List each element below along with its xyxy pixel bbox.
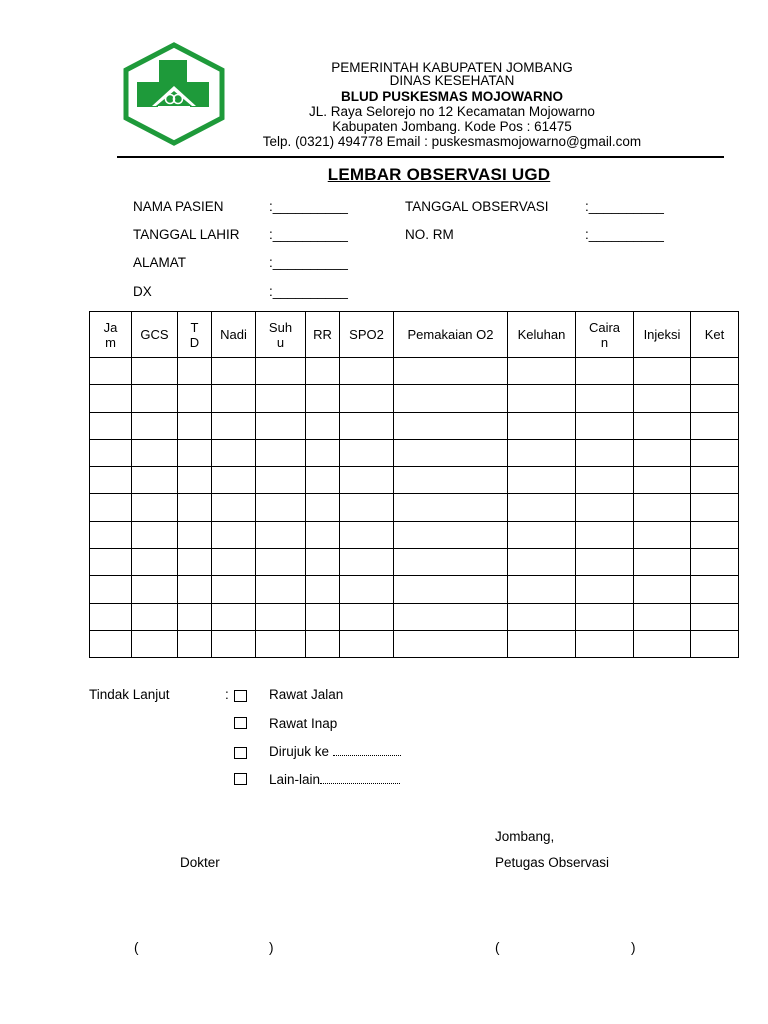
col-header-blood-pressure: T D [178,312,212,358]
officer-signature-open-paren: ( [495,940,500,955]
table-cell[interactable] [212,467,256,494]
table-cell[interactable] [256,358,306,385]
table-cell[interactable] [508,630,576,657]
signature-role-doctor: Dokter [180,855,220,870]
table-cell[interactable] [306,494,340,521]
table-cell[interactable] [306,521,340,548]
table-cell[interactable] [394,576,508,603]
table-row [90,358,739,385]
table-cell[interactable] [394,385,508,412]
table-cell[interactable] [576,439,634,466]
table-cell[interactable] [576,412,634,439]
table-cell[interactable] [132,521,178,548]
other-blank[interactable] [320,772,400,784]
table-cell[interactable] [90,439,132,466]
field-blank-birth-date[interactable]: :__________ [269,227,348,242]
table-cell[interactable] [132,467,178,494]
table-cell[interactable] [691,603,739,630]
table-cell[interactable] [340,385,394,412]
option-inpatient-label: Rawat Inap [269,716,338,731]
table-cell[interactable] [340,358,394,385]
table-cell[interactable] [178,385,212,412]
table-cell[interactable] [634,385,691,412]
table-cell[interactable] [340,630,394,657]
col-header-injection: Injeksi [634,312,691,358]
table-cell[interactable] [212,630,256,657]
table-cell[interactable] [178,603,212,630]
table-cell[interactable] [178,467,212,494]
table-cell[interactable] [178,549,212,576]
table-cell[interactable] [132,494,178,521]
option-other-label: Lain-lain [269,772,321,787]
table-cell[interactable] [256,385,306,412]
table-cell[interactable] [634,576,691,603]
table-cell[interactable] [306,439,340,466]
table-cell[interactable] [576,467,634,494]
table-cell[interactable] [256,630,306,657]
field-label-patient-name: NAMA PASIEN [133,199,224,214]
table-cell[interactable] [394,412,508,439]
table-cell[interactable] [212,576,256,603]
table-cell[interactable] [394,630,508,657]
table-cell[interactable] [212,439,256,466]
table-cell[interactable] [178,439,212,466]
field-label-diagnosis: DX [133,284,152,299]
header-postal: Kabupaten Jombang. Kode Pos : 61475 [332,119,572,134]
table-cell[interactable] [691,494,739,521]
option-other [269,772,400,787]
table-cell[interactable] [340,439,394,466]
table-cell[interactable] [691,439,739,466]
table-cell[interactable] [178,358,212,385]
field-label-medical-record: NO. RM [405,227,454,242]
header-government: PEMERINTAH KABUPATEN JOMBANG [331,60,573,75]
table-cell[interactable] [306,385,340,412]
option-referred [269,744,401,759]
table-header-row [90,312,739,358]
col-header-spo2: SPO2 [340,312,394,358]
table-cell[interactable] [576,630,634,657]
field-blank-observation-date[interactable]: :__________ [585,199,664,214]
option-outpatient-label: Rawat Jalan [269,687,344,702]
table-cell[interactable] [340,576,394,603]
referred-blank[interactable] [333,744,401,756]
table-cell[interactable] [256,576,306,603]
table-cell[interactable] [306,358,340,385]
table-cell[interactable] [90,412,132,439]
table-cell[interactable] [132,439,178,466]
table-cell[interactable] [256,549,306,576]
header-address: JL. Raya Selorejo no 12 Kecamatan Mojowarno [309,104,595,119]
field-label-address: ALAMAT [133,255,187,270]
table-cell[interactable] [634,467,691,494]
checkbox-outpatient[interactable] [234,690,247,702]
table-cell[interactable] [90,385,132,412]
table-cell[interactable] [178,630,212,657]
table-cell[interactable] [306,412,340,439]
table-cell[interactable] [132,385,178,412]
table-cell[interactable] [340,549,394,576]
table-cell[interactable] [634,630,691,657]
col-header-fluids: Caira n [576,312,634,358]
table-cell[interactable] [306,576,340,603]
table-cell[interactable] [340,412,394,439]
table-cell[interactable] [576,549,634,576]
table-cell[interactable] [508,467,576,494]
table-cell[interactable] [90,494,132,521]
doctor-signature-close-paren: ) [269,940,274,955]
observation-table [89,311,739,658]
table-cell[interactable] [132,358,178,385]
table-cell[interactable] [132,603,178,630]
table-cell[interactable] [394,494,508,521]
field-label-observation-date: TANGGAL OBSERVASI [405,199,549,214]
table-cell[interactable] [576,576,634,603]
table-cell[interactable] [691,576,739,603]
col-header-pulse: Nadi [212,312,256,358]
table-cell[interactable] [691,385,739,412]
table-cell[interactable] [90,630,132,657]
page-title: LEMBAR OBSERVASI UGD [327,165,551,184]
table-cell[interactable] [340,521,394,548]
table-cell[interactable] [691,549,739,576]
table-cell[interactable] [132,576,178,603]
header-institution: BLUD PUSKESMAS MOJOWARNO [340,89,563,104]
col-header-complaint: Keluhan [508,312,576,358]
signature-role-officer: Petugas Observasi [495,855,610,870]
table-cell[interactable] [508,385,576,412]
checkbox-inpatient[interactable] [234,717,247,729]
table-cell[interactable] [90,521,132,548]
table-cell[interactable] [508,439,576,466]
table-cell[interactable] [394,467,508,494]
table-cell[interactable] [634,358,691,385]
table-row [90,494,739,521]
table-cell[interactable] [212,549,256,576]
table-cell[interactable] [394,521,508,548]
table-row [90,385,739,412]
table-cell[interactable] [256,603,306,630]
table-cell[interactable] [306,467,340,494]
table-cell[interactable] [340,494,394,521]
table-cell[interactable] [508,412,576,439]
col-header-gcs: GCS [132,312,178,358]
table-cell[interactable] [576,521,634,548]
header-department: DINAS KESEHATAN [389,73,515,88]
table-cell[interactable] [90,358,132,385]
table-cell[interactable] [132,412,178,439]
table-cell[interactable] [178,576,212,603]
checkbox-other[interactable] [234,773,247,785]
table-row [90,412,739,439]
table-row [90,439,739,466]
table-cell[interactable] [178,494,212,521]
table-cell[interactable] [132,549,178,576]
table-cell[interactable] [576,494,634,521]
checkbox-referred[interactable] [234,747,247,759]
header-contact: Telp. (0321) 494778 Email : puskesmasmojowarno@gmail.com [262,134,642,149]
table-cell[interactable] [691,521,739,548]
table-cell[interactable] [212,521,256,548]
col-header-notes: Ket [691,312,739,358]
table-cell[interactable] [394,358,508,385]
table-row [90,521,739,548]
table-cell[interactable] [212,494,256,521]
header-divider [117,156,724,158]
col-header-respiration: RR [306,312,340,358]
table-cell[interactable] [306,549,340,576]
table-cell[interactable] [394,603,508,630]
table-cell[interactable] [306,630,340,657]
table-row [90,576,739,603]
table-cell[interactable] [178,521,212,548]
table-cell[interactable] [178,412,212,439]
table-cell[interactable] [90,549,132,576]
table-cell[interactable] [212,603,256,630]
table-row [90,549,739,576]
table-row [90,467,739,494]
table-cell[interactable] [132,630,178,657]
table-cell[interactable] [212,412,256,439]
signature-place: Jombang, [495,829,555,844]
table-cell[interactable] [634,603,691,630]
table-cell[interactable] [691,358,739,385]
table-cell[interactable] [256,521,306,548]
table-cell[interactable] [508,549,576,576]
table-cell[interactable] [256,439,306,466]
table-cell[interactable] [691,630,739,657]
table-cell[interactable] [212,385,256,412]
field-blank-address[interactable]: :__________ [269,255,348,270]
table-row [90,630,739,657]
table-cell[interactable] [508,576,576,603]
option-referred-label: Dirujuk ke [269,744,330,759]
table-cell[interactable] [340,467,394,494]
table-cell[interactable] [256,467,306,494]
field-blank-patient-name[interactable]: :__________ [269,199,348,214]
table-cell[interactable] [634,521,691,548]
col-header-time: Ja m [90,312,132,358]
table-cell[interactable] [691,467,739,494]
field-blank-medical-record[interactable]: :__________ [585,227,664,242]
table-cell[interactable] [576,385,634,412]
table-cell[interactable] [634,494,691,521]
col-header-oxygen-usage: Pemakaian O2 [394,312,508,358]
field-blank-diagnosis[interactable]: :__________ [269,284,348,299]
table-cell[interactable] [508,521,576,548]
table-cell[interactable] [256,494,306,521]
table-cell[interactable] [634,412,691,439]
table-cell[interactable] [212,358,256,385]
follow-up-label: Tindak Lanjut [89,687,170,702]
table-cell[interactable] [394,439,508,466]
table-cell[interactable] [634,549,691,576]
table-cell[interactable] [691,412,739,439]
table-cell[interactable] [508,603,576,630]
table-cell[interactable] [394,549,508,576]
table-cell[interactable] [306,603,340,630]
table-cell[interactable] [340,603,394,630]
table-cell[interactable] [508,358,576,385]
table-row [90,603,739,630]
col-header-temperature: Suh u [256,312,306,358]
table-cell[interactable] [634,439,691,466]
table-cell[interactable] [90,576,132,603]
table-cell[interactable] [256,412,306,439]
table-cell[interactable] [576,603,634,630]
table-cell[interactable] [90,467,132,494]
table-cell[interactable] [508,494,576,521]
doctor-signature-open-paren: ( [134,940,139,955]
field-label-birth-date: TANGGAL LAHIR [133,227,240,242]
table-cell[interactable] [576,358,634,385]
follow-up-colon: : [225,687,229,702]
table-cell[interactable] [90,603,132,630]
officer-signature-close-paren: ) [631,940,636,955]
